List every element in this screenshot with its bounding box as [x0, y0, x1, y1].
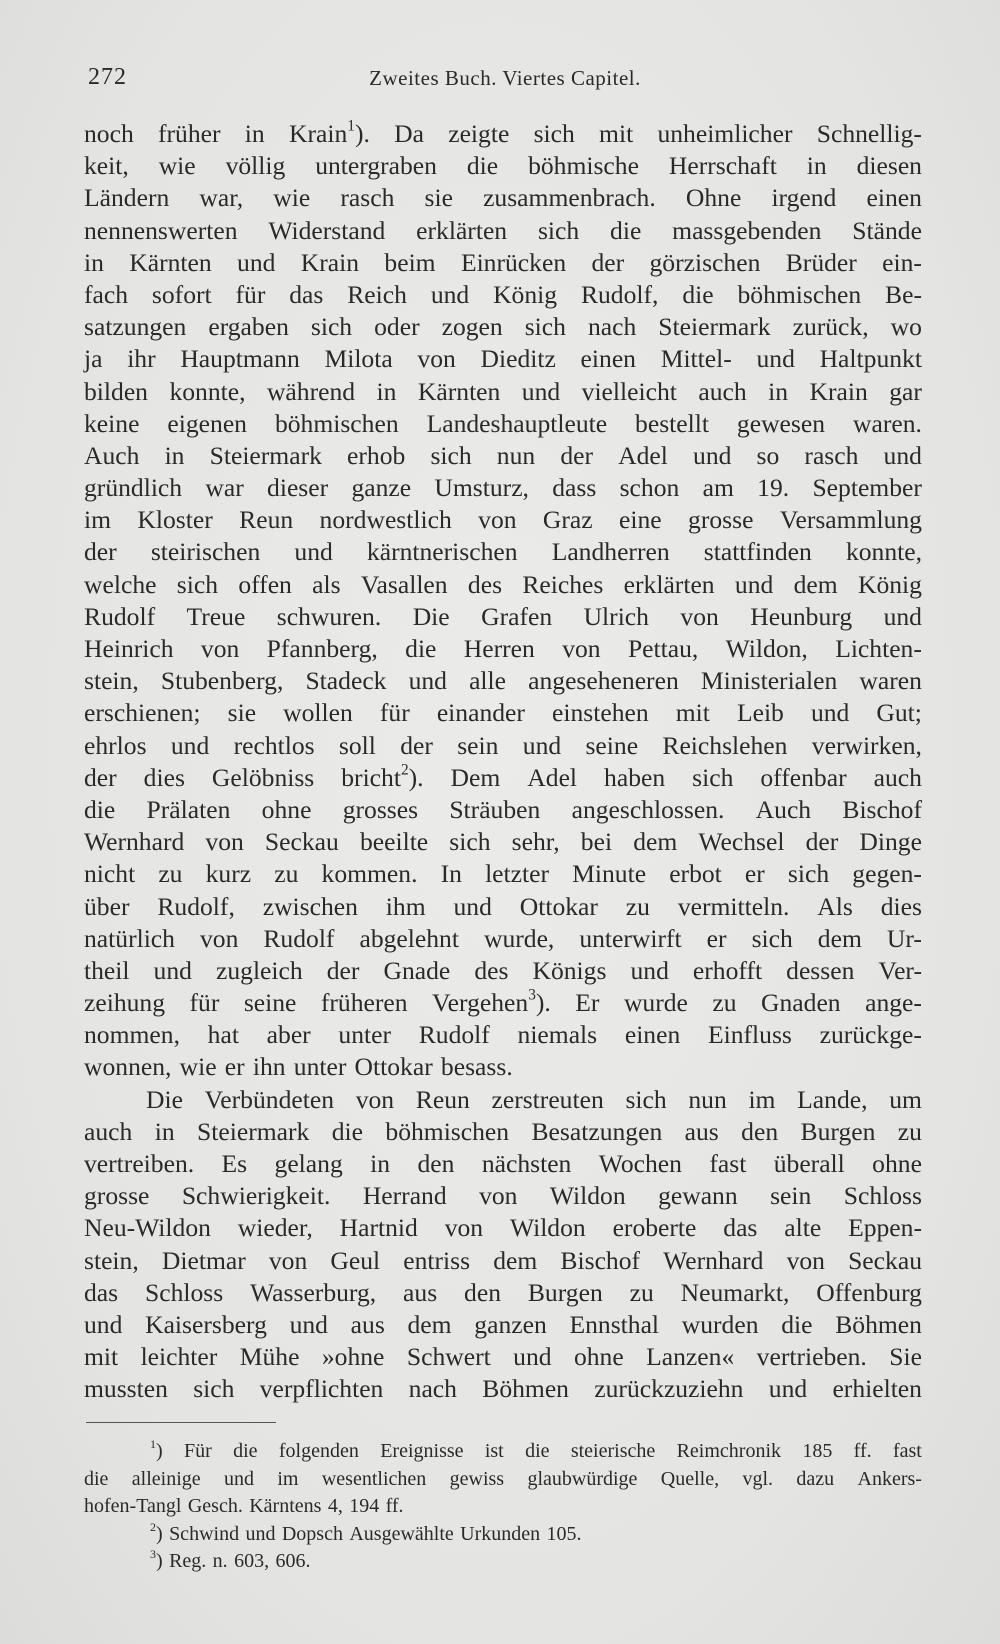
text-line: der steirischen und kärntnerischen Landherren stattfinden konnte, [84, 537, 922, 567]
text-line: nommen, hat aber unter Rudolf niemals einen Einfluss zurückge- [84, 1020, 922, 1050]
text-line: welche sich offen als Vasallen des Reiches erklärten und dem König [84, 569, 922, 599]
footnotes [84, 1438, 922, 1576]
text-line: nennenswerten Widerstand erklärten sich die massgebenden Stände [84, 215, 922, 245]
text-line: ja ihr Hauptmann Milota von Dieditz einen Mittel- und Haltpunkt [84, 344, 922, 374]
text-line: erschienen; sie wollen für einander einstehen mit Leib und Gut; [84, 698, 922, 728]
text-line: stein, Dietmar von Geul entriss dem Bischof Wernhard von Seckau [84, 1245, 922, 1275]
text-line: Die Verbündeten von Reun zerstreuten sich nun im Lande, um [146, 1084, 922, 1114]
text-line: gründlich war dieser ganze Umsturz, dass schon am 19. September [84, 473, 922, 503]
text-line: im Kloster Reun nordwestlich von Graz eine grosse Versammlung [84, 505, 922, 535]
text-line: fach sofort für das Reich und König Rudolf, die böhmischen Be- [84, 279, 922, 309]
text-line: wonnen, wie er ihn unter Ottokar besass. [84, 1052, 513, 1082]
text-line: der dies Gelöbniss bricht$^2$). Dem Adel haben sich offenbar auch [84, 761, 922, 792]
text-line: Ländern war, wie rasch sie zusammenbrach. Ohne irgend einen [84, 183, 922, 213]
text-line: und Kaisersberg und aus dem ganzen Ennsthal wurden die Böhmen [84, 1309, 922, 1339]
footnote-line: $^2$) Schwind und Dopsch Ausgewählte Urkunden 105. [150, 1519, 582, 1545]
footnote-line: $^3$) Reg. n. 603, 606. [150, 1547, 311, 1572]
text-line: theil und zugleich der Gnade des Königs und erhofft dessen Ver- [84, 955, 922, 985]
text-line: auch in Steiermark die böhmischen Besatzungen aus den Burgen zu [84, 1116, 922, 1146]
footnote-marker: 3 [150, 1547, 156, 1561]
body-text [84, 118, 922, 1406]
text-line: keine eigenen böhmischen Landeshauptleute bestellt gewesen waren. [84, 408, 922, 438]
page-number: 272 [88, 64, 127, 90]
text-line: stein, Stubenberg, Stadeck und alle angeseheneren Ministerialen waren [84, 666, 922, 696]
text-line: noch früher in Krain$^1$). Da zeigte sich mit unheimlicher Schnellig- [84, 117, 922, 148]
page-header [88, 64, 922, 98]
footnote-divider [86, 1422, 276, 1423]
text-line: Wernhard von Seckau beeilte sich sehr, bei dem Wechsel der Dinge [84, 827, 922, 857]
text-line: das Schloss Wasserburg, aus den Burgen zu Neumarkt, Offenburg [84, 1277, 922, 1307]
text-line: vertreiben. Es gelang in den nächsten Wochen fast überall ohne [84, 1149, 922, 1178]
footnote-marker: 1 [347, 117, 355, 135]
text-line: über Rudolf, zwischen ihm und Ottokar zu vermitteln. Als dies [84, 891, 922, 921]
text-line: mit leichter Mühe »ohne Schwert und ohne Lanzen« vertrieben. Sie [84, 1342, 922, 1372]
text-line: bilden konnte, während in Kärnten und vielleicht auch in Krain gar [84, 376, 922, 406]
text-line: in Kärnten und Krain beim Einrücken der görzischen Brüder ein- [84, 247, 922, 277]
text-line: Auch in Steiermark erhob sich nun der Adel und so rasch und [84, 440, 922, 470]
text-line: zeihung für seine früheren Vergehen$^3$). Er wurde zu Gnaden ange- [84, 986, 922, 1018]
footnote-line: $^1$) Für die folgenden Ereignisse ist die steierische Reimchronik 185 ff. fast [150, 1437, 922, 1462]
footnote-marker: 1 [150, 1437, 156, 1451]
text-line: ehrlos und rechtlos soll der sein und seine Reichslehen verwirken, [84, 730, 922, 760]
text-line: natürlich von Rudolf abgelehnt wurde, unterwirft er sich dem Ur- [84, 923, 922, 953]
text-line: grosse Schwierigkeit. Herrand von Wildon gewann sein Schloss [84, 1181, 922, 1211]
text-line: Heinrich von Pfannberg, die Herren von Pettau, Wildon, Lichten- [84, 634, 922, 663]
footnote-marker: 2 [400, 761, 409, 779]
text-line: keit, wie völlig untergraben die böhmische Herrschaft in diesen [84, 151, 922, 181]
text-line: die Prälaten ohne grosses Sträuben angeschlossen. Auch Bischof [84, 794, 922, 824]
text-line: Neu-Wildon wieder, Hartnid von Wildon eroberte das alte Eppen- [84, 1213, 922, 1243]
text-line: satzungen ergaben sich oder zogen sich nach Steiermark zurück, wo [84, 312, 922, 342]
text-line: nicht zu kurz zu kommen. In letzter Minute erbot er sich gegen- [84, 859, 922, 889]
text-line: mussten sich verpflichten nach Böhmen zurückzuziehn und erhielten [84, 1374, 922, 1404]
running-title: Zweites Buch. Viertes Capitel. [369, 66, 641, 90]
footnote-marker: 3 [528, 986, 536, 1004]
footnote-line: hofen-Tangl Gesch. Kärntens 4, 194 ff. [84, 1495, 404, 1517]
text-line: Rudolf Treue schwuren. Die Grafen Ulrich von Heunburg und [84, 601, 922, 631]
footnote-marker: 2 [150, 1519, 156, 1534]
footnote-line: die alleinige und im wesentlichen gewiss glaubwürdige Quelle, vgl. dazu Ankers- [84, 1467, 922, 1490]
